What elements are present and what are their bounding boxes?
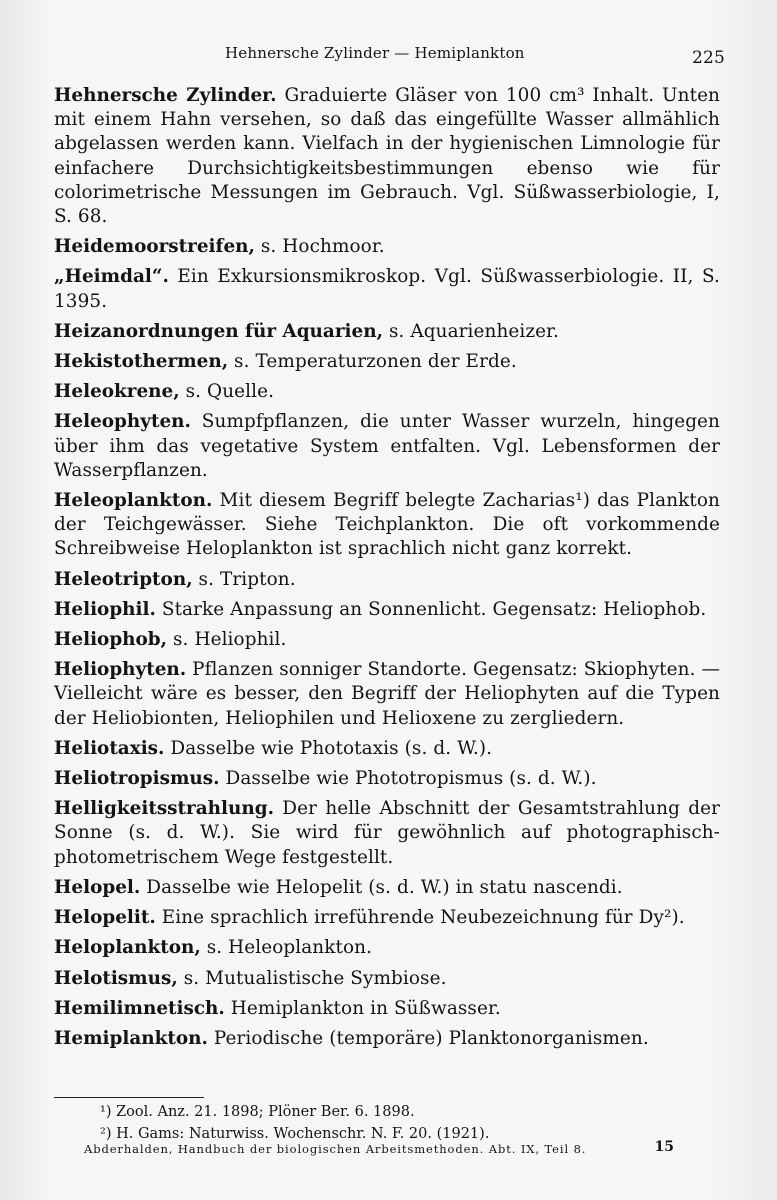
entry-text: Graduierte Gläser von 100 cm³ Inhalt. Unten mit einem Hahn versehen, so daß das eingefüllte Wasser allmählich abgelassen werden kann. Vielfach in der hygienischen Limnologie für einfachere Durchsichtigkeitsbestimmungen ebenso wie für colorimetrische Messungen im Gebrauch. Vgl. Süßwasserbiologie, I, S. 68. xyxy=(54,85,720,228)
entry-text: s. Tripton. xyxy=(192,568,296,590)
entry-text: Der helle Abschnitt der Gesamtstrahlung der Sonne (s. d. W.). Sie wird für gewöhnlich auf photographisch-photometrischem Wege festgestellt. xyxy=(54,798,720,868)
entry xyxy=(54,320,720,344)
entry-term: Helopelit. xyxy=(54,907,156,929)
entry-term: Heliotaxis. xyxy=(54,737,165,759)
entry xyxy=(54,737,720,761)
footnotes xyxy=(100,1101,720,1145)
entry-term: Heliophil. xyxy=(54,598,156,620)
footer-citation: Abderhalden, Handbuch der biologischen Arbeitsmethoden. Abt. IX, Teil 8. xyxy=(84,1142,587,1156)
entry-term: Heloplankton, xyxy=(54,937,201,959)
entry-term: Hemiplankton. xyxy=(54,1027,208,1049)
entry xyxy=(54,235,720,259)
sheet-signature: 15 xyxy=(654,1139,674,1155)
entry-term: Heliophob, xyxy=(54,629,168,651)
entry-text: Mit diesem Begriff belegte Zacharias¹) das Plankton der Teichgewässer. Siehe Teichplankton. Die oft vorkommende Schreibweise Heloplankton ist sprachlich nicht ganz korrekt. xyxy=(54,490,720,560)
entry-term: Helligkeitsstrahlung. xyxy=(54,798,274,820)
entry-text: s. Mutualistische Symbiose. xyxy=(177,967,447,989)
entry-text: s. Aquarienheizer. xyxy=(383,320,559,342)
entry-term: Heliophyten. xyxy=(54,659,187,681)
running-head-title: Hehnersche Zylinder — Hemiplankton xyxy=(225,44,525,62)
entry-term: „Heimdal“. xyxy=(54,266,169,288)
entry-term: Heidemoorstreifen, xyxy=(54,236,255,258)
entry-term: Helotismus, xyxy=(54,967,178,989)
page-footer xyxy=(84,1139,674,1156)
entry-text: s. Heleoplankton. xyxy=(200,937,373,959)
entry-text: Hemiplankton in Süßwasser. xyxy=(224,997,501,1019)
entry xyxy=(54,797,720,870)
entry-text: Dasselbe wie Phototaxis (s. d. W.). xyxy=(164,737,493,759)
entry xyxy=(54,628,720,652)
entry-text: Eine sprachlich irreführende Neubezeichnung für Dy²). xyxy=(155,907,685,929)
entry xyxy=(54,265,720,313)
entry xyxy=(54,598,720,622)
entry-term: Heliotropismus. xyxy=(54,768,220,790)
page-number: 225 xyxy=(691,48,725,68)
entry xyxy=(54,967,720,991)
entry xyxy=(54,767,720,791)
entry xyxy=(54,380,720,404)
entry xyxy=(54,906,720,930)
footnote xyxy=(100,1101,720,1123)
entry-term: Heleophyten. xyxy=(54,411,191,433)
entry-term: Heleotripton, xyxy=(54,568,193,590)
entry xyxy=(54,997,720,1021)
entry-text: s. Temperaturzonen der Erde. xyxy=(228,351,517,373)
entry-text: Pflanzen sonniger Standorte. Gegensatz: Skiophyten. — Vielleicht wäre es besser, den Begriff der Heliophyten auf die Typen der Heliobionten, Heliophilen und Helioxene zu zergliedern. xyxy=(54,659,720,729)
entry-term: Helopel. xyxy=(54,876,141,898)
entry-text: Sumpfpflanzen, die unter Wasser wurzeln, hingegen über ihm das vegetative System entfalten. Vgl. Lebensformen der Wasserpflanzen. xyxy=(54,411,720,481)
entry-text: s. Hochmoor. xyxy=(254,236,385,258)
running-head xyxy=(225,44,725,68)
entry xyxy=(54,84,720,229)
dictionary-entries xyxy=(54,84,720,1057)
entry xyxy=(54,410,720,483)
entry xyxy=(54,568,720,592)
entry-text: Starke Anpassung an Sonnenlicht. Gegensatz: Heliophob. xyxy=(155,598,707,620)
entry-text: Dasselbe wie Phototropismus (s. d. W.). xyxy=(219,768,597,790)
entry-term: Hemilimnetisch. xyxy=(54,997,225,1019)
entry-term: Heleoplankton. xyxy=(54,490,213,512)
entry-term: Heizanordnungen für Aquarien, xyxy=(54,320,383,342)
entry xyxy=(54,876,720,900)
footnote-divider xyxy=(54,1097,204,1098)
entry-text: Ein Exkursionsmikroskop. Vgl. Süßwasserbiologie. II, S. 1395. xyxy=(54,266,720,312)
footnote-mark: ¹) xyxy=(100,1104,112,1120)
entry xyxy=(54,350,720,374)
entry-term: Heleokrene, xyxy=(54,381,180,403)
entry-term: Hekistothermen, xyxy=(54,351,229,373)
entry xyxy=(54,1027,720,1051)
entry xyxy=(54,936,720,960)
entry xyxy=(54,489,720,562)
footnote-mark: ²) xyxy=(100,1126,112,1142)
footnote-text: H. Gams: Naturwiss. Wochenschr. N. F. 20. (1921). xyxy=(116,1126,490,1142)
entry-text: s. Quelle. xyxy=(179,381,275,403)
footnote-text: Zool. Anz. 21. 1898; Plöner Ber. 6. 1898. xyxy=(116,1104,415,1120)
entry-term: Hehnersche Zylinder. xyxy=(54,85,277,106)
entry-text: Periodische (temporäre) Planktonorganismen. xyxy=(207,1027,649,1049)
entry-text: s. Heliophil. xyxy=(167,629,287,651)
entry-text: Dasselbe wie Helopelit (s. d. W.) in statu nascendi. xyxy=(140,876,623,898)
entry xyxy=(54,658,720,731)
